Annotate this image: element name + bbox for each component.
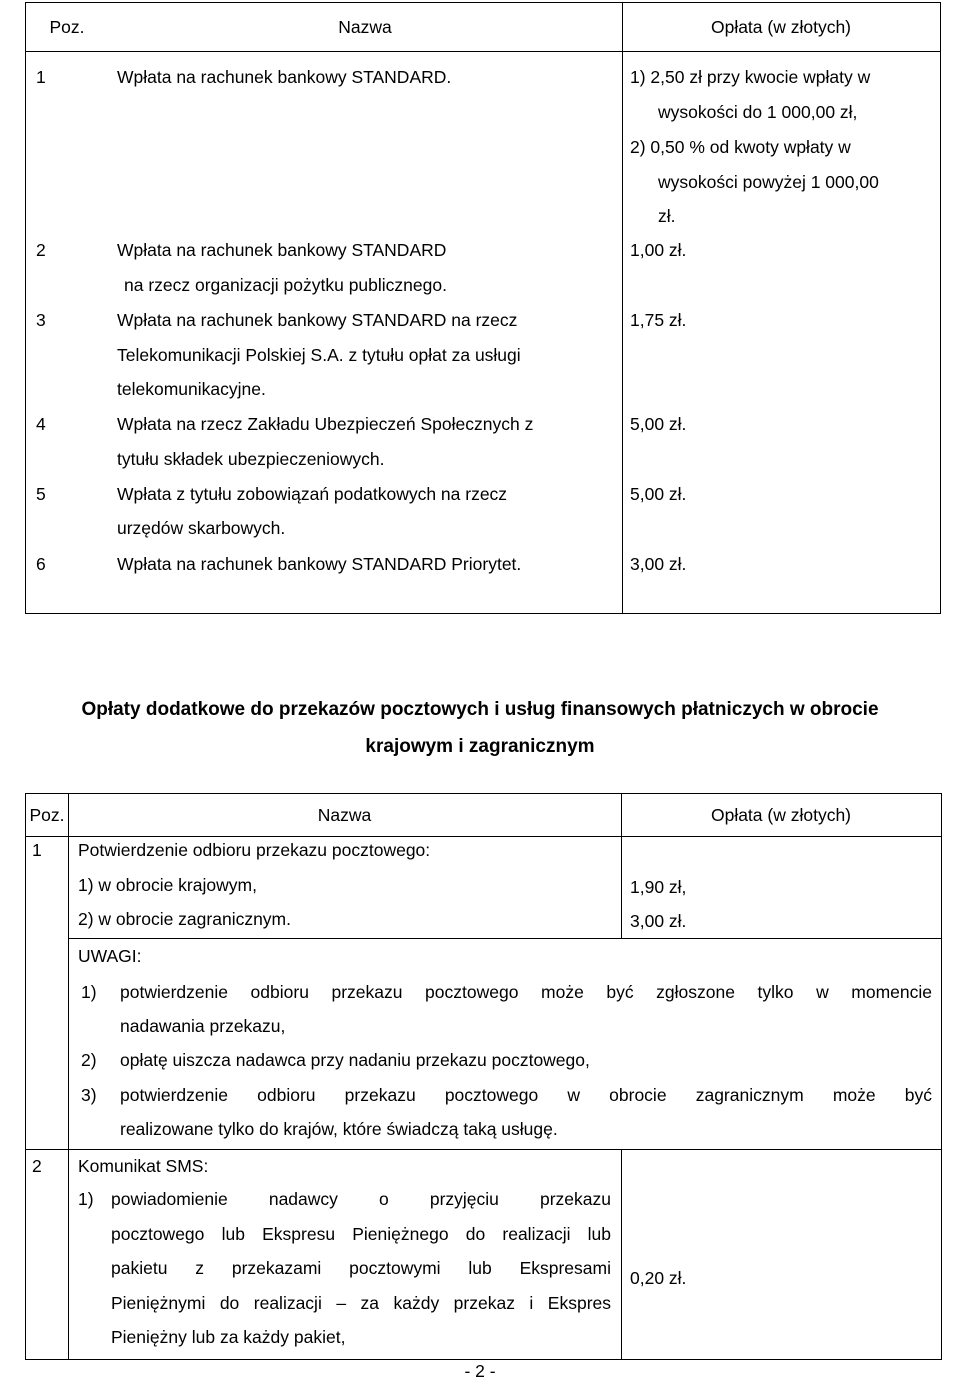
- note-line: opłatę uiszcza nadawca przy nadaniu przekazu pocztowego,: [120, 1050, 590, 1070]
- row-fee-line: 2) 0,50 % od kwoty wpłaty w: [630, 137, 851, 157]
- row-name-line: Telekomunikacji Polskiej S.A. z tytułu opłat za usługi: [117, 345, 521, 365]
- row-name-line: tytułu składek ubezpieczeniowych.: [117, 449, 385, 469]
- note-line: nadawania przekazu,: [120, 1016, 286, 1036]
- note-marker: 2): [81, 1050, 97, 1070]
- row-number: 5: [36, 484, 46, 504]
- header-divider: [26, 51, 940, 52]
- row-name-line: urzędów skarbowych.: [117, 518, 286, 538]
- notes-label: UWAGI:: [78, 946, 142, 966]
- header-pos: Poz.: [49, 16, 85, 37]
- row-name-line: Wpłata na rachunek bankowy STANDARD na rzecz: [117, 310, 518, 330]
- row-title: Potwierdzenie odbioru przekazu pocztowego:: [78, 840, 431, 860]
- item-line: pocztowego lub Ekspresu Pieniężnego do realizacji lub: [111, 1224, 611, 1244]
- note-line: potwierdzenie odbioru przekazu pocztowego może być zgłoszone tylko w momencie: [120, 982, 932, 1002]
- row-fee: 1,90 zł,: [630, 877, 687, 897]
- row-fee-line: wysokości do 1 000,00 zł,: [658, 102, 858, 122]
- row-fee: 0,20 zł.: [630, 1268, 687, 1288]
- row-fee-line: 1,75 zł.: [630, 310, 687, 330]
- item-line: powiadomienie nadawcy o przyjęciu przekazu: [111, 1189, 611, 1209]
- row-fee: 3,00 zł.: [630, 911, 687, 931]
- item-line: pakietu z przekazami pocztowymi lub Ekspresami: [111, 1258, 611, 1278]
- row-item: 1) w obrocie krajowym,: [78, 875, 257, 895]
- row-fee-line: 3,00 zł.: [630, 554, 687, 574]
- header-name: Nazwa: [338, 16, 392, 37]
- header-fee: Opłata (w złotych): [710, 804, 852, 825]
- row-name-line: Wpłata na rachunek bankowy STANDARD: [117, 240, 447, 260]
- row-number: 6: [36, 554, 46, 574]
- row-fee-line: 1) 2,50 zł przy kwocie wpłaty w: [630, 67, 871, 87]
- column-divider: [622, 3, 623, 613]
- row-number: 2: [36, 240, 46, 260]
- row-fee-line: 1,00 zł.: [630, 240, 687, 260]
- row-fee-line: zł.: [658, 206, 676, 226]
- row-item: 2) w obrocie zagranicznym.: [78, 909, 291, 929]
- row-fee-line: 5,00 zł.: [630, 484, 687, 504]
- note-line: potwierdzenie odbioru przekazu pocztowego w obrocie zagranicznym może być: [120, 1085, 932, 1105]
- note-line: realizowane tylko do krajów, które świadczą taką usługę.: [120, 1119, 558, 1139]
- row-name-line: Wpłata na rachunek bankowy STANDARD Priorytet.: [117, 554, 522, 574]
- section-title-line: krajowym i zagranicznym: [365, 736, 595, 757]
- column-divider: [621, 1149, 622, 1359]
- row-name-line: Wpłata z tytułu zobowiązań podatkowych na rzecz: [117, 484, 508, 504]
- row-name-line: na rzecz organizacji pożytku publicznego.: [124, 275, 447, 295]
- row-number: 3: [36, 310, 46, 330]
- header-pos: Poz.: [29, 804, 65, 825]
- row-divider: [26, 1149, 941, 1150]
- section-title-line: Opłaty dodatkowe do przekazów pocztowych i usług finansowych płatniczych w obrocie: [81, 699, 879, 720]
- note-marker: 1): [81, 982, 97, 1002]
- row-number: 4: [36, 414, 46, 434]
- fees-table-2: [25, 793, 942, 1360]
- item-line: Pieniężny lub za każdy pakiet,: [111, 1327, 346, 1347]
- fees-table-1: [25, 2, 941, 614]
- header-divider: [26, 836, 941, 837]
- row-name-line: Wpłata na rachunek bankowy STANDARD.: [117, 67, 452, 87]
- note-marker: 3): [81, 1085, 97, 1105]
- row-title: Komunikat SMS:: [78, 1156, 209, 1176]
- row-number: 2: [32, 1156, 42, 1176]
- header-fee: Opłata (w złotych): [710, 16, 852, 37]
- column-divider: [68, 836, 69, 1359]
- row-fee-line: 5,00 zł.: [630, 414, 687, 434]
- item-marker: 1): [78, 1189, 94, 1209]
- row-name-line: Wpłata na rzecz Zakładu Ubezpieczeń Społecznych z: [117, 414, 534, 434]
- item-line: Pieniężnymi do realizacji – za każdy przekaz i Ekspres: [111, 1293, 611, 1313]
- row-divider: [68, 938, 941, 939]
- row-fee-line: wysokości powyżej 1 000,00: [658, 172, 879, 192]
- row-number: 1: [32, 840, 42, 860]
- column-divider: [621, 836, 622, 938]
- row-number: 1: [36, 67, 46, 87]
- page-number: - 2 -: [464, 1361, 496, 1381]
- header-name: Nazwa: [317, 804, 372, 825]
- row-name-line: telekomunikacyjne.: [117, 379, 266, 399]
